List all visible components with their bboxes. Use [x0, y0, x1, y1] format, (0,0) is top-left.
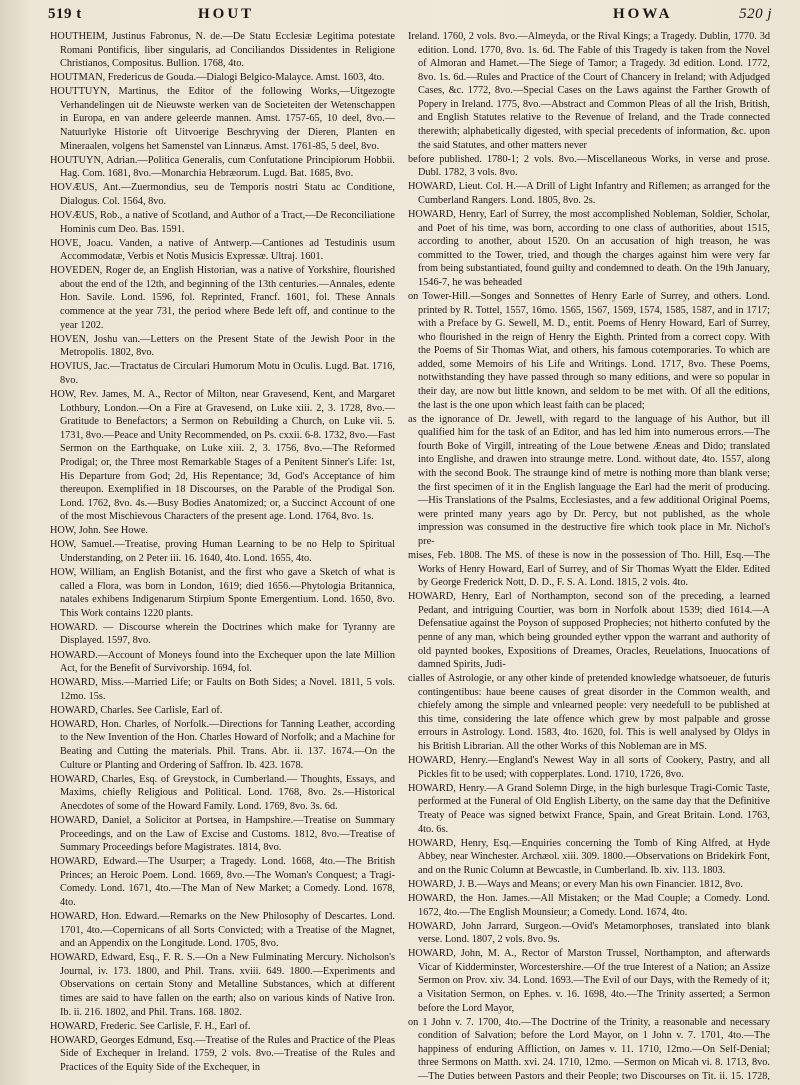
bibliography-entry [50, 209, 395, 236]
bibliography-entry [50, 855, 395, 909]
right-page-number: 520 j [739, 6, 772, 22]
running-header [48, 6, 772, 28]
entry-text: HOVIUS, Jac.—Tractatus de Circulari Humorum Motu in Oculis. Lugd. Bat. 1716, 8vo. [50, 361, 395, 386]
bibliography-entry [408, 947, 770, 1015]
entry-text: HOVÆUS, Rob., a native of Scotland, and Author of a Tract,—De Reconciliatione Hominis cum Deo. Bas. 1591. [50, 210, 395, 235]
entry-text: HOWARD, Georges Edmund, Esq.—Treatise of the Rules and Practice of the Pleas Side of Exchequer in Ireland. 1759, 2 vols. 8vo.—Treatise of the Rules and Practices of the Equity Side of the Exchequer, in [50, 1034, 395, 1073]
bibliography-entry [50, 264, 395, 332]
entry-text: HOWARD, John Jarrard, Surgeon.—Ovid's Metamorphoses, translated into blank verse. Lond. 1807, 2 vols. 8vo. 9s. [408, 920, 770, 946]
bibliography-entry [408, 878, 770, 892]
entry-text: HOVÆUS, Ant.—Zuermondius, seu de Temporis nostri Statu ac Conditione, Dialogus. Col. 1564, 8vo. [50, 182, 395, 207]
bibliography-entry [50, 814, 395, 855]
right-running-head: HOWA [613, 6, 673, 22]
bibliography-entry [50, 524, 395, 538]
bibliography-entry [408, 837, 770, 878]
bibliography-entry [50, 773, 395, 814]
entry-text: HOWARD, Frederic. See Carlisle, F. H., Earl of. [50, 1020, 251, 1032]
entry-text: HOWARD, Hon. Edward.—Remarks on the New Philosophy of Descartes. Lond. 1701, 4to.—Copernicans of all Sorts Convicted; with a Treatise of the Magnet, and an Appendix on the Longitude. Lond. 1705, 8vo. [50, 911, 395, 950]
entry-text: HOWARD, John, M. A., Rector of Marston Trussel, Northampton, and afterwards Vicar of Kidderminster, Worcestershire.—Of the true Interest of a Nation; an Assize Sermon on Prov. xiv. 34. Lond. 1693.—The Evil of our Days, with the Remedy of it; a Visitation Sermon, on Ephes. v. 16. 1698, 4to.—The Trinity asserted; a Sermon before the Lord Mayor, [408, 948, 770, 1014]
entry-text: HOW, Samuel.—Treatise, proving Human Learning to be no Help to Spiritual Understanding, on 2 Peter iii. 16. 1640, 4to. Lond. 1655, 4to. [50, 539, 395, 564]
bibliography-entry [50, 910, 395, 951]
entry-text: HOWARD.—Account of Moneys found into the Exchequer upon the late Million Act, for the Benefit of Survivorship. 1694, fol. [50, 649, 395, 675]
bibliography-entry [50, 621, 395, 648]
entry-text: HOWARD, Edward.—The Usurper; a Tragedy. Lond. 1668, 4to.—The British Princes; an Heroic Poem. Lond. 1669, 8vo.—The Woman's Conquest; a Tragi-Comedy. Lond. 1671, 4to.—The Man of New Market; a Comedy. Lond. 1678, 4to. [50, 856, 395, 908]
entry-text: HOWARD, Henry.—England's Newest Way in all sorts of Cookery, Pastry, and all Pickles fit to be used; with copperplates. Lond. 1710, 1726, 8vo. [408, 755, 770, 780]
bibliography-entry [408, 892, 770, 919]
bibliography-entry [408, 180, 770, 207]
entry-text: HOUTUYN, Adrian.—Politica Generalis, cum Confutatione Principiorum Hobbii. Hag. Com. 1681, 8vo.—Monarchia Hebræorum. Lugd. Bat. 1685, 8vo. [50, 154, 395, 180]
entry-text: Ireland. 1760, 2 vols. 8vo.—Almeyda, or the Rival Kings; a Tragedy. Dublin, 1770. 3d edition. Lond. 1770, 8vo. 1s. 6d. The Fable of this Tragedy is taken from the Novel of Almoran and Hamet.—The Siege of Tamor; a Tragedy. 3d edition. Lond. 1772, 8vo. 1s. 6d.—Rules and Practice of the Court of Chancery in Ireland; with Adjudged Cases, &c. 1772, 8vo.—Special Cases on the Laws against the Farther Growth of Popery in Ireland. 1775, 8vo.—Abstract and Common Pleas of all the Irish, British, and English Statutes relative to the Revenue of Ireland, and the Trade connected therewith; alphabetically digested, with special precedents of information, &c. upon the said Statutes, and other matters never [408, 31, 770, 151]
entry-text: HOWARD, Lieut. Col. H.—A Drill of Light Infantry and Riflemen; as arranged for the Cumberland Rangers. Lond. 1805, 8vo. 2s. [408, 181, 770, 206]
bibliography-entry [408, 208, 770, 289]
left-column [50, 30, 395, 1080]
bibliography-entry [408, 30, 770, 152]
entry-text: HOWARD, the Hon. James.—All Mistaken; or the Mad Couple; a Comedy. Lond. 1672, 4to.—The English Mounsieur; a Comedy. Lond. 1674, 4to. [408, 892, 770, 918]
bibliography-entry [408, 590, 770, 671]
entry-text: HOWARD, Hon. Charles, of Norfolk.—Directions for Tanning Leather, according to the New Invention of the Hon. Charles Howard of Norfolk; and a Machine for Beating and Cutting the materials. Phil. Trans. Abr. ii. 137. 1674.—On the Culture or Planting and Ordering of Saffron. Ib. 423. 1678. [50, 718, 395, 771]
entry-text: HOWARD, Edward, Esq., F. R. S.—On a New Fulminating Mercury. Nicholson's Journal, iv. 173. 1800, and Phil. Trans. xviii. 649. 1800.—Experiments and Observations on certain Stony and Metalline Substances, which at different times are said to have fallen on the earth; also on various kinds of Native Iron. Ib. ii. 216. 1802, and Phil. Trans. 168. 1802. [50, 952, 395, 1018]
bibliography-entry [408, 754, 770, 781]
bibliography-entry [408, 413, 770, 549]
entry-text: HOUTMAN, Fredericus de Gouda.—Dialogi Belgico-Malayce. Amst. 1603, 4to. [50, 72, 385, 84]
bibliography-entry [50, 951, 395, 1019]
bibliography-entry [50, 85, 395, 153]
entry-text: HOWARD, Miss.—Married Life; or Faults on Both Sides; a Novel. 1811, 5 vols. 12mo. 15s. [50, 677, 395, 702]
bibliography-entry [408, 920, 770, 947]
bibliography-entry [408, 1016, 770, 1080]
bibliography-entry [50, 388, 395, 524]
entry-text: mises, Feb. 1808. The MS. of these is now in the possession of Tho. Hill, Esq.—The Works of Henry Howard, Earl of Surrey, and of Sir Thomas Wyatt the Elder. Edited by George Frederick Nott, D. D., F. S. A. Lond. 1815, 2 vols. 4to. [408, 549, 770, 589]
bibliography-entry [50, 538, 395, 565]
entry-text: HOWARD, J. B.—Ways and Means; or every Man his own Financier. 1812, 8vo. [408, 878, 743, 890]
entry-text: HOWARD, Henry.—A Grand Solemn Dirge, in the high burlesque Tragi-Comic Taste, performed at the Funeral of Old English Liberty, on the same day that the Definitive Treaty of Peace was signed betwixt France, Spain, and Great Britain. Lond. 1763, 4to. 6s. [408, 782, 770, 835]
entry-text: HOWARD, Charles, Esq. of Greystock, in Cumberland.— Thoughts, Essays, and Maxims, chiefly Religious and Political. Lond. 1768, 8vo. 2s.—Historical Anecdotes of some of the Howard Family. Lond. 1769, 8vo. 3s. 6d. [50, 773, 395, 812]
bibliography-entry [408, 153, 770, 180]
bibliography-entry [50, 333, 395, 360]
entry-text: on 1 John v. 7. 1700, 4to.—The Doctrine of the Trinity, a reasonable and necessary condition of Salvation; before the Lord Mayor, on 1 John v. 7. 1701, 4to.—The happiness of enduring Affliction, on James v. 11. 1710, 12mo.—On Self-Denial; three Sermons on Matth. xvi. 24. 1710, 12mo. —Sermon on Micah vi. 8. 1713, 8vo.—The Duties between Pastors and their People; two Discourses on Tit. ii. 15. 1728, [408, 1016, 770, 1080]
bibliography-entry [50, 360, 395, 387]
entry-text: HOWARD, Henry, Earl of Surrey, the most accomplished Nobleman, Soldier, Scholar, and Poet of his time, was born, according to one class of authorities, about 1515, according to another, about 1520. On an accusation of high treason, he was committed to the Tower, tried, and though the charges against him were very far from being substantiated, found guilty and condemned to death. On the 19th January, 1546-7, he was beheaded [408, 209, 770, 288]
bibliography-entry [408, 549, 770, 590]
bibliography-entry [50, 71, 395, 85]
left-running-head: HOUT [198, 6, 255, 22]
entry-text: HOWARD, Charles. See Carlisle, Earl of. [50, 704, 223, 716]
entry-text: HOW, Rev. James, M. A., Rector of Milton, near Gravesend, Kent, and Margaret Lothbury, London.—On a Fire at Gravesend, on Luke xiii. 2, 3. 1728, 8vo.—Gratitude to Benefactors; a Sermon on Rebuilding a Church, on Luke vii. 5. 1731, 8vo.—Peace and Unity Recommended, on Ps. cxxii. 6-8. 1732, 8vo.—Fast Sermon on the Earthquake, on Luke xiii. 2, 3. 1756, 8vo.—The Reformed Prodigal; or, the Three most Remarkable Stages of a Penitent Sinner's Life: 1st, His Departure from God; 2d, His Repentance; 3d, God's Acceptance of him thereupon. Exemplified in 18 Discourses, on the Parable of the Prodigal Son. Lond. 1762, 8vo. 4s.—Busy Bodies Anatomized; or, a Succinct Account of one of the most Mischievous Characters of the present age. Lond. 1764, 8vo. 1s. [50, 389, 395, 523]
entry-text: HOW, William, an English Botanist, and the first who gave a Sketch of what is called a Flora, was born in London, 1619; died 1656.—Phytologia Britannica, natales exhibens Indigenarum Stirpium Sponte Emergentium. Lond. 1650, 8vo. This Work contains 1220 plants. [50, 567, 395, 619]
bibliography-entry [50, 237, 395, 264]
bibliography-entry [408, 782, 770, 836]
left-page-number: 519 t [48, 6, 82, 22]
entry-text: HOWARD. — Discourse wherein the Doctrines which make for Tyranny are Displayed. 1597, 8vo. [50, 621, 395, 647]
entry-text: before published. 1780-1; 2 vols. 8vo.—Miscellaneous Works, in verse and prose. Dubl. 1782, 3 vols. 8vo. [408, 153, 770, 179]
entry-text: HOWARD, Henry, Earl of Northampton, second son of the preceding, a learned Pedant, and intriguing Courtier, was born in Norfolk about 1539; died 1614.—A Defensatiue against the Poyson of supposed Prophecies; not hitherto confuted by the penne of any man, which being grounded eyther vppon the warrant and authority of old paynted bookes, Expositions of Dreames, Oracles, Reuelations, Inuocations of damned Spirits, Judi- [408, 591, 770, 671]
entry-text: HOWARD, Daniel, a Solicitor at Portsea, in Hampshire.—Treatise on Summary Proceedings, and on the Law of Excise and Customs. 1812, 8vo.—Treatise of Summary Proceedings before Magistrates. 1814, 8vo. [50, 814, 395, 854]
bibliography-entry [408, 672, 770, 753]
bibliography-entry [50, 1020, 395, 1034]
bibliography-entry [50, 676, 395, 703]
bibliography-entry [50, 718, 395, 772]
entry-text: HOUTTUYN, Martinus, the Editor of the following Works,—Uitgezogte Verhandelingen uit de Nieuwste werken van de Societeiten der Wetenschappen in Europa, en van andere geleerde mannen. Amst. 1757-65, 10 deel, 8vo.—Natuurlyke Historie oft Uitvoerige Beschryving der Dieren, Planten en Mineraalen, volgens het Samenstel van Linnæus. Amst. 1761-85, 5 deel, 8vo. [50, 86, 395, 152]
entry-text: HOVEDEN, Roger de, an English Historian, was a native of Yorkshire, flourished about the end of the 12th, and beginning of the 13th centuries.—Annales, edente Hon. Savile. Lond. 1596, fol. Reprinted, Francf. 1601, fol. These Annals commence at the year 731, the period where Bede left off, and continue to the year 1202. [50, 265, 395, 331]
bibliography-entry [50, 181, 395, 208]
bibliography-entry [50, 704, 395, 718]
right-column [408, 30, 770, 1080]
bibliography-entry [50, 1034, 395, 1075]
bibliography-entry [50, 154, 395, 181]
entry-text: cialles of Astrologie, or any other kinde of pretended knowledge whatsoeuer, de futuris contingentibus: haue beene causes of great disorder in the Common wealth, and chiefely among the simple and vnlearned people: very needefull to be published at this time, considering the late offence which grew by most palpable and grosse errours in Astrology. Lond. 1583, 4to. 1620, fol. This is well analysed by Oldys in his British Librarian. All the other Works of this Nobleman are in MS. [408, 673, 770, 753]
bibliography-entry [50, 566, 395, 620]
bibliography-entry [408, 290, 770, 412]
entry-text: HOUTHEIM, Justinus Fabronus, N. de.—De Statu Ecclesiæ Legitima potestate Romani Pontificis, liber singularis, ad Conciliandos Dissidentes in Religione Christianos, Compositus. Bullion. 1768, 4to. [50, 31, 395, 70]
entry-text: HOVEN, Joshu van.—Letters on the Present State of the Jewish Poor in the Metropolis. 1802, 8vo. [50, 333, 395, 359]
entry-text: HOWARD, Henry, Esq.—Enquiries concerning the Tomb of King Alfred, at Hyde Abbey, near Winchester. Archæol. xiii. 309. 1800.—Observations on Bridekirk Font, and on the Runic Column at Bewcastle, in Cumberland. Ib. xiv. 113. 1803. [408, 837, 770, 876]
entry-text: as the ignorance of Dr. Jewell, with regard to the language of his Author, but ill qualified him for the task of an Editor, and has led him into numerous errors.—The fourth Boke of Virgill, intreating of the Loue betwene Æneas and Dido; translated into Englishe, and drawen into straunge metre. Lond. without date, 4to. 1557, along with the second Book. The straunge kind of metre is nothing more than blank verse; the first specimen of it in the English language the Earl had the merit of producing.—His Translations of the Psalms, Ecclesiastes, and a few additional Original Poems, were printed many years ago by Dr. Percy, but not published, as the whole impression was consumed in the destructive fire which took place in Mr. Nichol's pre- [408, 413, 770, 547]
bibliography-entry [50, 30, 395, 71]
entry-text: HOW, John. See Howe. [50, 525, 149, 537]
entry-text: on Tower-Hill.—Songes and Sonnettes of Henry Earle of Surrey, and others. Lond. printed by R. Tottel, 1557, 16mo. 1565, 1567, 1569, 1574, 1585, 1587, and in 1717; with a Preface by G. Sewell, M. D., entit. Poems of Henry Howard, Earl of Surrey, who flourished in the reign of Henry the Eighth. Printed from a correct copy. With the Poems of Sir Thomas Wiat, and others, his famous cotemporaries. To which are added, some Memoirs of his Life and Writings. Lond. 1717, 8vo. These Poems, notwithstanding they have passed through so many editions, and were so popular in their day, are now but little known, and seldom to be met with. Of all the editions, the last is the one upon which least faith can be placed; [408, 290, 770, 411]
bibliography-entry [50, 649, 395, 676]
entry-text: HOVE, Joacu. Vanden, a native of Antwerp.—Cantiones ad Testudinis usum Accommodatæ, Verbis et Notis Musicis Expressæ. Ultraj. 1601. [50, 237, 395, 263]
